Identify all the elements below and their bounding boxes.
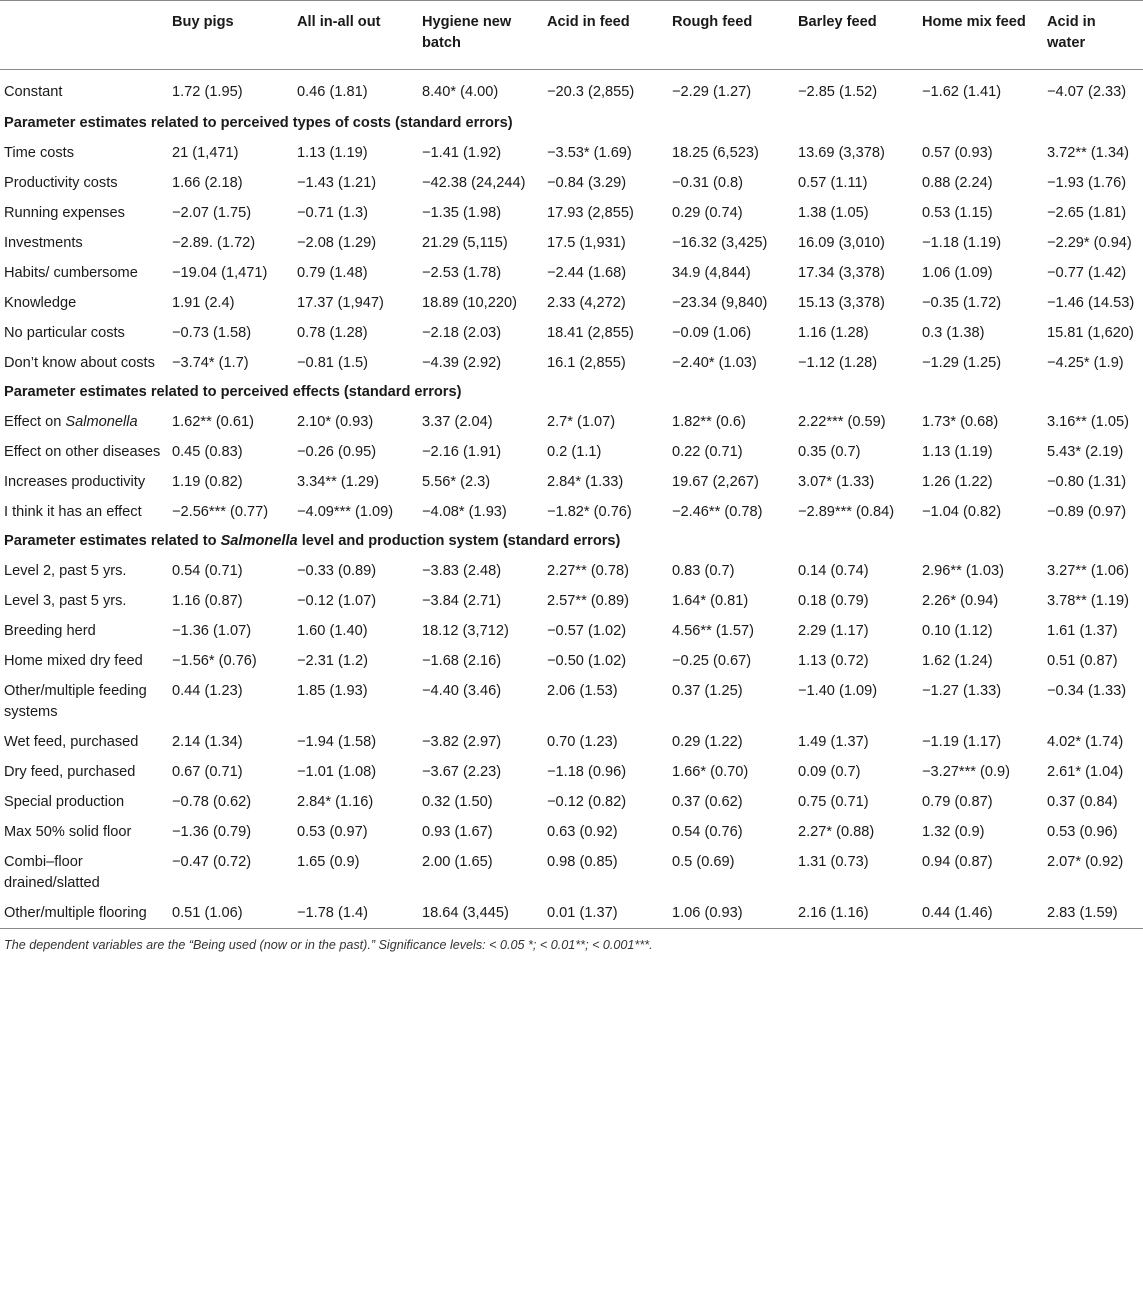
table-row xyxy=(0,586,1143,616)
table-row xyxy=(0,70,1143,110)
estimate-cell: −1.82* (0.76) xyxy=(547,504,632,520)
estimate-cell: 0.18 (0.79) xyxy=(798,593,869,609)
table-row xyxy=(0,258,1143,288)
estimate-cell: −0.26 (0.95) xyxy=(297,444,377,460)
estimate-cell: 1.19 (0.82) xyxy=(172,474,243,490)
estimate-cell: 2.96** (1.03) xyxy=(922,563,1004,579)
estimate-cell: 2.00 (1.65) xyxy=(422,854,493,870)
section-header: Parameter estimates related to Salmonella level and production system (standard errors) xyxy=(4,533,621,549)
row-label: Other/multiple flooring xyxy=(4,905,147,921)
estimate-cell: 1.85 (1.93) xyxy=(297,683,368,699)
row-label: Max 50% solid floor xyxy=(4,824,132,840)
table-row xyxy=(0,228,1143,258)
row-label: Dry feed, purchased xyxy=(4,764,136,780)
estimate-cell: 2.33 (4,272) xyxy=(547,295,626,311)
estimate-cell: 2.14 (1.34) xyxy=(172,734,243,750)
estimate-cell: −0.77 (1.42) xyxy=(1047,265,1127,281)
estimate-cell: 15.13 (3,378) xyxy=(798,295,885,311)
estimate-cell: −2.44 (1.68) xyxy=(547,265,627,281)
estimate-cell: 21 (1,471) xyxy=(172,145,239,161)
column-header: Home mix feed xyxy=(922,14,1026,30)
estimate-cell: 18.25 (6,523) xyxy=(672,145,759,161)
estimate-cell: 16.1 (2,855) xyxy=(547,355,626,371)
estimate-cell: 0.54 (0.76) xyxy=(672,824,743,840)
estimate-cell: 0.5 (0.69) xyxy=(672,854,735,870)
estimate-cell: 0.79 (0.87) xyxy=(922,794,993,810)
estimate-cell: 3.72** (1.34) xyxy=(1047,145,1129,161)
estimate-cell: 2.61* (1.04) xyxy=(1047,764,1124,780)
estimate-cell: −2.89*** (0.84) xyxy=(798,504,895,520)
estimate-cell: 17.37 (1,947) xyxy=(297,295,384,311)
estimate-cell: 3.27** (1.06) xyxy=(1047,563,1129,579)
estimate-cell: 1.66 (2.18) xyxy=(172,175,243,191)
estimate-cell: 0.10 (1.12) xyxy=(922,623,993,639)
estimate-cell: 1.91 (2.4) xyxy=(172,295,235,311)
estimate-cell: 0.32 (1.50) xyxy=(422,794,493,810)
column-header: Hygiene new batch xyxy=(422,14,512,51)
table-row xyxy=(0,168,1143,198)
estimate-cell: −2.16 (1.91) xyxy=(422,444,502,460)
estimate-cell: 2.7* (1.07) xyxy=(547,414,616,430)
table-row xyxy=(0,467,1143,497)
column-header: Barley feed xyxy=(798,14,877,30)
estimate-cell: −3.53* (1.69) xyxy=(547,145,632,161)
estimate-cell: 0.75 (0.71) xyxy=(798,794,869,810)
estimate-cell: −2.18 (2.03) xyxy=(422,325,502,341)
table-row xyxy=(0,847,1143,898)
estimate-cell: 1.62** (0.61) xyxy=(172,414,254,430)
column-header xyxy=(0,1,168,70)
estimate-cell: 0.22 (0.71) xyxy=(672,444,743,460)
estimate-cell: 0.93 (1.67) xyxy=(422,824,493,840)
estimate-cell: 1.72 (1.95) xyxy=(172,84,243,100)
estimate-cell: 0.14 (0.74) xyxy=(798,563,869,579)
estimate-cell: −0.25 (0.67) xyxy=(672,653,752,669)
estimate-cell: −2.31 (1.2) xyxy=(297,653,368,669)
estimate-cell: −0.47 (0.72) xyxy=(172,854,252,870)
estimate-cell: −1.41 (1.92) xyxy=(422,145,502,161)
section-header-row xyxy=(0,527,1143,556)
estimate-cell: −0.73 (1.58) xyxy=(172,325,252,341)
estimate-cell: 2.26* (0.94) xyxy=(922,593,999,609)
estimate-cell: −1.19 (1.17) xyxy=(922,734,1002,750)
estimate-cell: −0.12 (0.82) xyxy=(547,794,627,810)
estimate-cell: 0.2 (1.1) xyxy=(547,444,602,460)
estimate-cell: 2.27* (0.88) xyxy=(798,824,875,840)
estimate-cell: −0.50 (1.02) xyxy=(547,653,627,669)
estimate-cell: −4.08* (1.93) xyxy=(422,504,507,520)
row-label: I think it has an effect xyxy=(4,504,142,520)
estimate-cell: 2.57** (0.89) xyxy=(547,593,629,609)
estimate-cell: 1.38 (1.05) xyxy=(798,205,869,221)
estimate-cell: −0.31 (0.8) xyxy=(672,175,743,191)
estimate-cell: 1.73* (0.68) xyxy=(922,414,999,430)
table-row xyxy=(0,138,1143,168)
estimate-cell: 0.51 (0.87) xyxy=(1047,653,1118,669)
estimate-cell: 0.01 (1.37) xyxy=(547,905,618,921)
estimate-cell: −2.53 (1.78) xyxy=(422,265,502,281)
estimate-cell: 0.54 (0.71) xyxy=(172,563,243,579)
estimate-cell: 3.34** (1.29) xyxy=(297,474,379,490)
estimate-cell: −0.34 (1.33) xyxy=(1047,683,1127,699)
section-header: Parameter estimates related to perceived types of costs (standard errors) xyxy=(4,115,513,131)
estimate-cell: −4.09*** (1.09) xyxy=(297,504,394,520)
estimate-cell: −0.09 (1.06) xyxy=(672,325,752,341)
estimate-cell: 2.27** (0.78) xyxy=(547,563,629,579)
estimate-cell: 1.61 (1.37) xyxy=(1047,623,1118,639)
estimate-cell: −3.67 (2.23) xyxy=(422,764,502,780)
estimate-cell: −0.78 (0.62) xyxy=(172,794,252,810)
estimate-cell: −2.29* (0.94) xyxy=(1047,235,1132,251)
column-header: All in-all out xyxy=(297,14,381,30)
estimate-cell: 1.32 (0.9) xyxy=(922,824,985,840)
estimate-cell: 0.3 (1.38) xyxy=(922,325,985,341)
estimate-cell: −1.94 (1.58) xyxy=(297,734,377,750)
estimate-cell: −0.81 (1.5) xyxy=(297,355,368,371)
estimate-cell: 1.06 (0.93) xyxy=(672,905,743,921)
estimate-cell: 0.53 (0.96) xyxy=(1047,824,1118,840)
estimate-cell: 18.12 (3,712) xyxy=(422,623,509,639)
estimate-cell: −2.85 (1.52) xyxy=(798,84,878,100)
estimate-cell: 1.65 (0.9) xyxy=(297,854,360,870)
row-label: Level 2, past 5 yrs. xyxy=(4,563,127,579)
estimate-cell: −0.80 (1.31) xyxy=(1047,474,1127,490)
estimate-cell: 18.41 (2,855) xyxy=(547,325,634,341)
table-row xyxy=(0,407,1143,437)
estimate-cell: 1.60 (1.40) xyxy=(297,623,368,639)
estimate-cell: −1.93 (1.76) xyxy=(1047,175,1127,191)
estimate-cell: 1.16 (0.87) xyxy=(172,593,243,609)
estimate-cell: −3.82 (2.97) xyxy=(422,734,502,750)
estimate-cell: 0.57 (1.11) xyxy=(798,175,868,191)
column-header: Rough feed xyxy=(672,14,753,30)
row-label: Effect on other diseases xyxy=(4,444,161,460)
estimate-cell: 0.94 (0.87) xyxy=(922,854,993,870)
estimate-cell: 0.29 (1.22) xyxy=(672,734,743,750)
estimate-cell: −1.18 (0.96) xyxy=(547,764,627,780)
estimate-cell: −23.34 (9,840) xyxy=(672,295,768,311)
section-header-row xyxy=(0,378,1143,407)
estimate-cell: 1.31 (0.73) xyxy=(798,854,869,870)
estimate-cell: −19.04 (1,471) xyxy=(172,265,268,281)
estimate-cell: 34.9 (4,844) xyxy=(672,265,751,281)
estimate-cell: −2.07 (1.75) xyxy=(172,205,252,221)
estimate-cell: 0.35 (0.7) xyxy=(798,444,861,460)
estimate-cell: −2.89. (1.72) xyxy=(172,235,256,251)
estimate-cell: −1.40 (1.09) xyxy=(798,683,878,699)
estimate-cell: −2.56*** (0.77) xyxy=(172,504,269,520)
row-label: Other/multiple feeding systems xyxy=(4,683,147,720)
section-header-row xyxy=(0,109,1143,138)
estimate-cell: −1.04 (0.82) xyxy=(922,504,1002,520)
estimate-cell: −1.56* (0.76) xyxy=(172,653,257,669)
table-row xyxy=(0,198,1143,228)
row-label: Combi–floor drained/slatted xyxy=(4,854,100,891)
estimate-cell: −1.29 (1.25) xyxy=(922,355,1002,371)
estimate-cell: 21.29 (5,115) xyxy=(422,235,508,251)
estimate-cell: −4.40 (3.46) xyxy=(422,683,502,699)
estimate-cell: 2.16 (1.16) xyxy=(798,905,869,921)
table-row xyxy=(0,676,1143,727)
row-label: Running expenses xyxy=(4,205,125,221)
row-label: Effect on Salmonella xyxy=(4,414,138,430)
estimate-cell: −4.07 (2.33) xyxy=(1047,84,1127,100)
estimate-cell: −1.68 (2.16) xyxy=(422,653,502,669)
estimate-cell: −4.25* (1.9) xyxy=(1047,355,1124,371)
estimate-cell: −3.74* (1.7) xyxy=(172,355,249,371)
estimate-cell: 0.09 (0.7) xyxy=(798,764,861,780)
estimate-cell: 8.40* (4.00) xyxy=(422,84,499,100)
estimate-cell: −3.83 (2.48) xyxy=(422,563,502,579)
estimate-cell: −0.12 (1.07) xyxy=(297,593,377,609)
estimate-cell: 0.88 (2.24) xyxy=(922,175,993,191)
estimate-cell: 16.09 (3,010) xyxy=(798,235,885,251)
estimate-cell: 4.02* (1.74) xyxy=(1047,734,1124,750)
estimate-cell: 0.29 (0.74) xyxy=(672,205,743,221)
estimate-cell: 0.70 (1.23) xyxy=(547,734,618,750)
estimate-cell: 0.37 (0.62) xyxy=(672,794,743,810)
table-row xyxy=(0,787,1143,817)
table-row xyxy=(0,817,1143,847)
estimate-cell: 0.44 (1.23) xyxy=(172,683,243,699)
estimate-cell: −1.27 (1.33) xyxy=(922,683,1002,699)
estimate-cell: −3.27*** (0.9) xyxy=(922,764,1011,780)
estimate-cell: 1.13 (0.72) xyxy=(798,653,869,669)
estimate-cell: 17.93 (2,855) xyxy=(547,205,634,221)
table-row xyxy=(0,348,1143,378)
estimate-cell: 1.26 (1.22) xyxy=(922,474,993,490)
estimate-cell: 2.10* (0.93) xyxy=(297,414,374,430)
row-label: Don’t know about costs xyxy=(4,355,155,371)
estimate-cell: 2.07* (0.92) xyxy=(1047,854,1124,870)
estimate-cell: 1.16 (1.28) xyxy=(798,325,869,341)
estimate-cell: −1.36 (0.79) xyxy=(172,824,252,840)
estimate-cell: 0.83 (0.7) xyxy=(672,563,735,579)
estimate-cell: 0.44 (1.46) xyxy=(922,905,993,921)
estimate-cell: −0.71 (1.3) xyxy=(297,205,368,221)
estimate-cell: 2.84* (1.16) xyxy=(297,794,374,810)
table-row xyxy=(0,757,1143,787)
estimate-cell: −42.38 (24,244) xyxy=(422,175,526,191)
estimate-cell: −0.57 (1.02) xyxy=(547,623,627,639)
estimate-cell: 2.83 (1.59) xyxy=(1047,905,1118,921)
estimate-cell: −1.01 (1.08) xyxy=(297,764,377,780)
row-label: No particular costs xyxy=(4,325,125,341)
row-label: Breeding herd xyxy=(4,623,96,639)
estimate-cell: 1.82** (0.6) xyxy=(672,414,746,430)
estimate-cell: −2.29 (1.27) xyxy=(672,84,752,100)
table-row xyxy=(0,318,1143,348)
estimate-cell: 3.07* (1.33) xyxy=(798,474,875,490)
table-body xyxy=(0,70,1143,929)
estimate-cell: 0.78 (1.28) xyxy=(297,325,368,341)
header-row xyxy=(0,1,1143,70)
estimate-cell: −2.46** (0.78) xyxy=(672,504,763,520)
estimate-cell: −1.62 (1.41) xyxy=(922,84,1002,100)
estimate-cell: −0.35 (1.72) xyxy=(922,295,1002,311)
row-label: Knowledge xyxy=(4,295,77,311)
estimate-cell: 18.89 (10,220) xyxy=(422,295,517,311)
row-label: Productivity costs xyxy=(4,175,118,191)
estimate-cell: 18.64 (3,445) xyxy=(422,905,509,921)
estimate-cell: 1.64* (0.81) xyxy=(672,593,749,609)
row-label: Level 3, past 5 yrs. xyxy=(4,593,127,609)
estimate-cell: −2.08 (1.29) xyxy=(297,235,377,251)
estimate-cell: 13.69 (3,378) xyxy=(798,145,885,161)
estimate-cell: 2.29 (1.17) xyxy=(798,623,869,639)
estimate-cell: 5.43* (2.19) xyxy=(1047,444,1124,460)
estimate-cell: 0.67 (0.71) xyxy=(172,764,243,780)
estimate-cell: 0.63 (0.92) xyxy=(547,824,618,840)
estimate-cell: 0.46 (1.81) xyxy=(297,84,368,100)
column-header: Acid in water xyxy=(1047,14,1096,51)
estimate-cell: −3.84 (2.71) xyxy=(422,593,502,609)
estimate-cell: 17.5 (1,931) xyxy=(547,235,626,251)
estimate-cell: −0.89 (0.97) xyxy=(1047,504,1127,520)
estimate-cell: 3.37 (2.04) xyxy=(422,414,493,430)
table-row xyxy=(0,288,1143,318)
estimate-cell: 0.53 (1.15) xyxy=(922,205,993,221)
estimate-cell: 2.22*** (0.59) xyxy=(798,414,886,430)
estimate-cell: 1.62 (1.24) xyxy=(922,653,993,669)
estimate-cell: 4.56** (1.57) xyxy=(672,623,754,639)
row-label: Increases productivity xyxy=(4,474,146,490)
estimate-cell: −1.46 (14.53) xyxy=(1047,295,1135,311)
estimate-cell: 17.34 (3,378) xyxy=(798,265,885,281)
estimate-cell: 5.56* (2.3) xyxy=(422,474,491,490)
estimate-cell: 1.49 (1.37) xyxy=(798,734,869,750)
estimate-cell: −0.84 (3.29) xyxy=(547,175,627,191)
column-header: Acid in feed xyxy=(547,14,630,30)
estimate-cell: 0.51 (1.06) xyxy=(172,905,243,921)
estimate-cell: 15.81 (1,620) xyxy=(1047,325,1134,341)
row-label: Habits/ cumbersome xyxy=(4,265,138,281)
table-row xyxy=(0,437,1143,467)
row-label: Home mixed dry feed xyxy=(4,653,143,669)
estimate-cell: 0.53 (0.97) xyxy=(297,824,368,840)
table-row xyxy=(0,497,1143,527)
estimate-cell: 3.78** (1.19) xyxy=(1047,593,1129,609)
estimate-cell: −1.78 (1.4) xyxy=(297,905,368,921)
estimate-cell: 1.13 (1.19) xyxy=(922,444,993,460)
estimate-cell: 3.16** (1.05) xyxy=(1047,414,1129,430)
estimate-cell: 0.37 (1.25) xyxy=(672,683,743,699)
estimate-cell: −0.33 (0.89) xyxy=(297,563,377,579)
estimate-cell: 1.06 (1.09) xyxy=(922,265,993,281)
row-label: Wet feed, purchased xyxy=(4,734,139,750)
table-row xyxy=(0,556,1143,586)
estimate-cell: 2.06 (1.53) xyxy=(547,683,618,699)
row-label: Time costs xyxy=(4,145,75,161)
estimate-cell: −1.35 (1.98) xyxy=(422,205,502,221)
table-footnote: The dependent variables are the “Being used (now or in the past).” Significance levels: < 0.05 *; < 0.01**; < 0.001***. xyxy=(4,938,653,952)
estimate-cell: −1.12 (1.28) xyxy=(798,355,878,371)
estimate-cell: 0.98 (0.85) xyxy=(547,854,618,870)
estimate-cell: 0.45 (0.83) xyxy=(172,444,243,460)
estimate-cell: −1.43 (1.21) xyxy=(297,175,377,191)
estimate-cell: −1.18 (1.19) xyxy=(922,235,1002,251)
row-label: Constant xyxy=(4,84,63,100)
estimate-cell: 0.79 (1.48) xyxy=(297,265,368,281)
column-header: Buy pigs xyxy=(172,14,234,30)
table-row xyxy=(0,727,1143,757)
section-header: Parameter estimates related to perceived effects (standard errors) xyxy=(4,384,462,400)
estimate-cell: −20.3 (2,855) xyxy=(547,84,635,100)
table-row xyxy=(0,646,1143,676)
table-row xyxy=(0,616,1143,646)
table-row xyxy=(0,898,1143,929)
estimate-cell: 0.37 (0.84) xyxy=(1047,794,1118,810)
row-label: Investments xyxy=(4,235,83,251)
estimate-cell: 1.66* (0.70) xyxy=(672,764,749,780)
estimate-cell: −2.40* (1.03) xyxy=(672,355,757,371)
row-label: Special production xyxy=(4,794,125,810)
estimate-cell: −2.65 (1.81) xyxy=(1047,205,1127,221)
estimate-cell: −1.36 (1.07) xyxy=(172,623,252,639)
estimate-cell: 1.13 (1.19) xyxy=(297,145,368,161)
estimate-cell: −4.39 (2.92) xyxy=(422,355,502,371)
estimate-cell: −16.32 (3,425) xyxy=(672,235,768,251)
estimate-cell: 0.57 (0.93) xyxy=(922,145,993,161)
estimate-cell: 19.67 (2,267) xyxy=(672,474,759,490)
estimate-cell: 2.84* (1.33) xyxy=(547,474,624,490)
